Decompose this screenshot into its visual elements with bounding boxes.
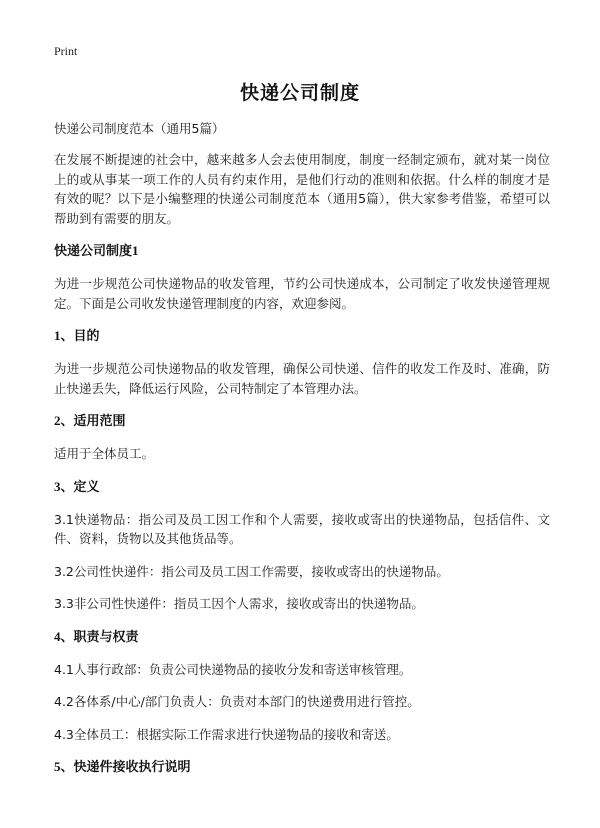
- section-intro-paragraph: 为进一步规范公司快递物品的收发管理，节约公司快递成本，公司制定了收发快递管理规定。下面是公司收发快递管理制度的内容，欢迎参阅。: [54, 276, 550, 311]
- print-link[interactable]: Print: [54, 44, 78, 58]
- heading-receiving: 5、快递件接收执行说明: [54, 759, 191, 774]
- definition-3-2: 3.2公司性快递件：指公司及员工因工作需要，接收或寄出的快递物品。: [54, 563, 449, 579]
- definition-3-1: 3.1快递物品：指公司及员工因工作和个人需要，接收或寄出的快递物品，包括信件、文件、资料，货物以及其他货品等。: [54, 511, 550, 546]
- document-subtitle: 快递公司制度范本（通用5篇）: [54, 121, 225, 136]
- responsibility-4-1: 4.1人事行政部：负责公司快递物品的接收分发和寄送审核管理。: [54, 661, 412, 677]
- heading-definitions: 3、定义: [54, 478, 100, 494]
- heading-scope: 2、适用范围: [54, 413, 126, 428]
- responsibility-4-3: 4.3全体员工：根据实际工作需求进行快递物品的接收和寄送。: [54, 726, 399, 742]
- document-body: [54, 119, 550, 790]
- intro-paragraph: 在发展不断提速的社会中，越来越多人会去使用制度，制度一经制定颁布，就对某一岗位上的或从事某一项工作的人员有约束作用，是他们行动的准则和依据。什么样的制度才是有效的呢？以下是小编整理的快递公司制度范本（通用5篇），供大家参考借鉴，希望可以帮助到有需要的朋友。: [54, 152, 550, 226]
- responsibility-4-2: 4.2各体系/中心/部门负责人：负责对本部门的快递费用进行管控。: [54, 694, 420, 709]
- scope-paragraph: 适用于全体员工。: [54, 446, 155, 461]
- purpose-paragraph: 为进一步规范公司快递物品的收发管理，确保公司快递、信件的收发工作及时、准确，防止快递丢失，降低运行风险，公司特制定了本管理办法。: [54, 361, 550, 396]
- section-title: 快递公司制度1: [54, 243, 139, 258]
- page-title: 快递公司制度: [239, 82, 360, 104]
- heading-purpose: 1、目的: [54, 328, 100, 343]
- heading-responsibilities: 4、职责与权责: [54, 628, 139, 644]
- definition-3-3: 3.3非公司性快递件：指员工因个人需求，接收或寄出的快递物品。: [54, 596, 424, 611]
